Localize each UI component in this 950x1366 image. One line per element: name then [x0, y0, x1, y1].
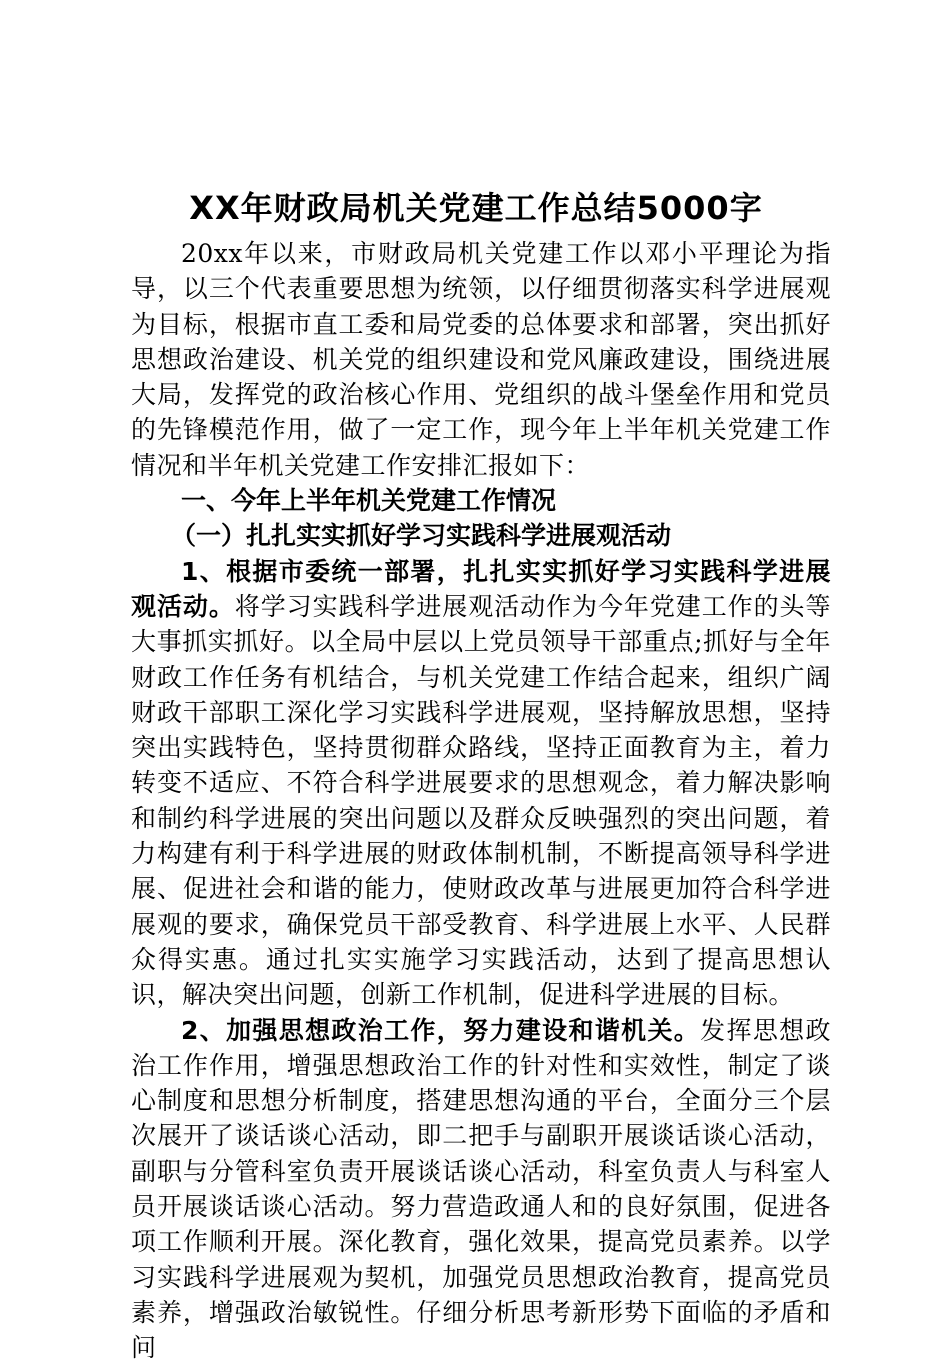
item-1-paragraph [131, 554, 831, 1013]
subsection-heading-1: （一）扎扎实实抓好学习实践科学进展观活动 [171, 521, 672, 551]
item-2-lead: 2、加强思想政治工作，努力建设和谐机关。 [181, 1015, 701, 1045]
item-1-body: 将学习实践科学进展观活动作为今年党建工作的头等大事抓实抓好。以全局中层以上党员领导干部重点;抓好与全年财政工作任务有机结合，与机关党建工作结合起来，组织广阔财政干部职工深化学习实践科学进展观，坚持解放思想，坚持突出实践特色，坚持贯彻群众路线，坚持正面教育为主，着力转变不适应、不符合科学进展要求的思想观念，着力解决影响和制约科学进展的突出问题以及群众反映强烈的突出问题，着力构建有利于科学进展的财政体制机制，不断提高领导科学进展、促进社会和谐的能力，使财政改革与进展更加符合科学进展观的要求，确保党员干部受教育、科学进展上水平、人民群众得实惠。通过扎实实施学习实践活动，达到了提高思想认识，解决突出问题，创新工作机制，促进科学进展的目标。 [131, 591, 831, 1010]
item-2-paragraph [131, 1013, 831, 1366]
section-heading-1: 一、今年上半年机关党建工作情况 [181, 486, 557, 516]
item-2-body: 发挥思想政治工作作用，增强思想政治工作的针对性和实效性，制定了谈心制度和思想分析制度，搭建思想沟通的平台，全面分三个层次展开了谈话谈心活动，即二把手与副职开展谈话谈心活动，副职与分管科室负责开展谈话谈心活动，科室负责人与科室人员开展谈话谈心活动。努力营造政通人和的良好氛围，促进各项工作顺利开展。深化教育，强化效果，提高党员素养。以学习实践科学进展观为契机，加强党员思想政治教育，提高党员素养，增强政治敏锐性。仔细分析思考新形势下面临的矛盾和问 [131, 1015, 831, 1363]
intro-paragraph: 20xx年以来，市财政局机关党建工作以邓小平理论为指导，以三个代表重要思想为统领，以仔细贯彻落实科学进展观为目标，根据市直工委和局党委的总体要求和部署，突出抓好思想政治建设、机关党的组织建设和党风廉政建设，围绕进展大局，发挥党的政治核心作用、党组织的战斗堡垒作用和党员的先锋模范作用，做了一定工作，现今年上半年机关党建工作情况和半年机关党建工作安排汇报如下： [131, 239, 831, 480]
document-title: XX年财政局机关党建工作总结5000字 [189, 189, 763, 227]
document-page [131, 184, 831, 1366]
item-1-lead: 1、根据市委统一部署，扎扎实实抓好学习实践科学进展观活动。 [131, 556, 831, 621]
